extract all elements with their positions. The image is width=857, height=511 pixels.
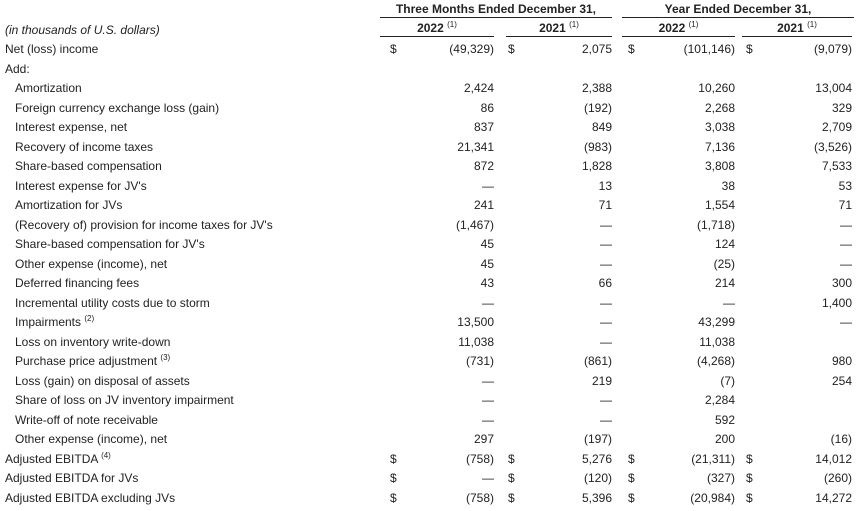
cell-value: 10,260 [698, 81, 735, 95]
column-header [742, 21, 852, 35]
cell-value: 66 [598, 276, 612, 290]
cell-value: 592 [714, 412, 735, 427]
column-footnote: (1) [569, 20, 579, 29]
row-label [15, 335, 170, 349]
cell-value: — [840, 315, 852, 329]
currency-symbol: $ [508, 471, 515, 485]
row-label-text: Add: [5, 61, 30, 76]
row-label-text: Purchase price adjustment [15, 354, 158, 368]
cell-value: — [482, 373, 494, 388]
currency-symbol: $ [628, 451, 635, 466]
row-label [15, 393, 234, 407]
row-label [15, 237, 205, 251]
cell-value: (21,311) [691, 451, 735, 466]
row-label [15, 81, 82, 95]
row-label [15, 198, 122, 212]
currency-symbol: $ [508, 451, 515, 466]
cell-value: — [482, 393, 494, 407]
cell-value: 38 [721, 178, 735, 193]
table-row [0, 59, 857, 78]
row-label-text: Amortization for JVs [15, 198, 123, 212]
row-label [15, 218, 273, 232]
cell-value: (197) [583, 432, 612, 446]
currency-symbol: $ [390, 42, 397, 56]
table-row [0, 468, 857, 487]
table-row [0, 332, 857, 351]
row-label-text: Loss (gain) on disposal of assets [15, 373, 190, 388]
cell-value: 1,828 [581, 159, 612, 173]
table-row [0, 273, 857, 292]
table-row [0, 449, 857, 468]
cell-value: 214 [714, 276, 735, 290]
column-header [380, 21, 494, 35]
row-label [5, 42, 98, 56]
column-footnote: (1) [688, 20, 699, 29]
currency-symbol: $ [746, 42, 753, 56]
period-header-year: Year Ended December 31, [664, 2, 812, 16]
cell-value: 872 [473, 159, 494, 173]
column-underline [506, 36, 612, 37]
cell-value: 2,075 [581, 42, 612, 56]
row-label [15, 413, 158, 427]
row-label-text: Amortization [15, 81, 82, 95]
cell-value: 86 [480, 100, 494, 115]
table-row [0, 293, 857, 312]
cell-value: — [600, 334, 612, 349]
cell-value: (192) [583, 100, 612, 115]
cell-value: 5,396 [581, 490, 612, 505]
cell-value: 849 [591, 120, 612, 134]
currency-symbol: $ [390, 490, 397, 505]
column-footnote: (1) [447, 20, 457, 29]
cell-value: 837 [473, 120, 494, 134]
cell-value: 43 [480, 276, 494, 290]
cell-value: 219 [591, 373, 612, 388]
column-underline [742, 36, 852, 37]
column-underline [622, 36, 735, 37]
table-row [0, 390, 857, 409]
column-header [622, 21, 735, 35]
cell-value: — [840, 217, 852, 232]
cell-value: — [600, 256, 612, 271]
row-label [15, 179, 147, 193]
cell-value: (861) [583, 354, 612, 368]
cell-value: (16) [830, 432, 852, 446]
cell-value: (101,146) [683, 42, 735, 56]
cell-value: 1,554 [704, 198, 735, 212]
cell-value: 14,272 [815, 490, 852, 505]
cell-value: (7) [720, 373, 735, 388]
table-row [0, 156, 857, 175]
currency-symbol: $ [746, 490, 753, 505]
period-underline-three-months [380, 17, 612, 18]
cell-value: 11,038 [699, 334, 735, 349]
row-label-text: Write-off of note receivable [15, 412, 158, 427]
cell-value: 329 [831, 100, 852, 115]
units-label: (in thousands of U.S. dollars) [5, 23, 160, 37]
table-row [0, 195, 857, 214]
cell-value: 980 [831, 354, 852, 368]
row-label-text: Interest expense for JV's [15, 178, 147, 193]
row-footnote: (3) [160, 353, 171, 362]
column-year: 2021 [777, 21, 804, 35]
cell-value: 2,709 [821, 120, 852, 134]
cell-value: — [600, 217, 612, 232]
row-label [15, 159, 162, 173]
currency-symbol: $ [746, 471, 753, 485]
cell-value: — [600, 412, 612, 427]
cell-value: 300 [831, 276, 852, 290]
row-label-text: Adjusted EBITDA [5, 451, 98, 466]
cell-value: 13 [598, 178, 612, 193]
row-label [15, 296, 210, 310]
cell-value: 297 [473, 432, 494, 446]
currency-symbol: $ [508, 490, 515, 505]
table-row [0, 254, 857, 273]
cell-value: (120) [583, 471, 612, 485]
cell-value: 254 [831, 373, 852, 388]
cell-value: 241 [473, 198, 494, 212]
column-underline [380, 36, 494, 37]
table-row [0, 78, 857, 97]
row-label-text: Share-based compensation for JV's [15, 237, 205, 251]
cell-value: — [482, 295, 494, 310]
cell-value: 11,038 [458, 334, 494, 349]
table-row [0, 429, 857, 448]
row-label-text: Other expense (income), net [15, 432, 168, 446]
row-label-text: Loss on inventory write-down [15, 334, 171, 349]
cell-value: 7,533 [821, 159, 852, 173]
row-label [5, 62, 30, 76]
table-row [0, 312, 857, 331]
table-row [0, 371, 857, 390]
cell-value: (758) [465, 490, 494, 505]
currency-symbol: $ [390, 451, 397, 466]
cell-value: 200 [714, 432, 735, 446]
cell-value: (20,984) [690, 490, 735, 505]
cell-value: 124 [714, 237, 735, 251]
cell-value: 3,808 [704, 159, 735, 173]
row-label [5, 452, 111, 466]
column-year: 2021 [539, 21, 566, 35]
cell-value: 45 [480, 256, 494, 271]
column-header [506, 21, 612, 35]
cell-value: 5,276 [581, 451, 612, 466]
row-label-text: Adjusted EBITDA excluding JVs [5, 490, 176, 505]
cell-value: 13,004 [815, 81, 852, 95]
cell-value: 7,136 [704, 139, 735, 154]
cell-value: (758) [465, 451, 494, 466]
cell-value: 2,424 [463, 81, 494, 95]
currency-symbol: $ [390, 471, 397, 485]
row-label-text: (Recovery of) provision for income taxes for JV's [15, 217, 273, 232]
row-label-text: Interest expense, net [15, 120, 128, 134]
table-row [0, 351, 857, 370]
cell-value: (9,079) [813, 42, 852, 56]
cell-value: — [600, 237, 612, 251]
cell-value: (260) [823, 471, 852, 485]
row-label [15, 257, 167, 271]
cell-value: — [600, 315, 612, 329]
row-label [5, 471, 138, 485]
cell-value: — [482, 178, 494, 193]
cell-value: (25) [713, 256, 735, 271]
column-year: 2022 [417, 21, 444, 35]
cell-value: 1,400 [821, 295, 852, 310]
cell-value: 71 [598, 198, 612, 212]
table-row [0, 176, 857, 195]
row-label [15, 354, 170, 368]
table-row [0, 488, 857, 507]
row-label [15, 101, 219, 115]
cell-value: — [482, 471, 494, 485]
row-label-text: Incremental utility costs due to storm [15, 295, 210, 310]
cell-value: (983) [583, 139, 612, 154]
cell-value: (327) [706, 471, 735, 485]
currency-symbol: $ [628, 490, 635, 505]
cell-value: (4,268) [696, 354, 735, 368]
row-label-text: Net (loss) income [5, 42, 99, 56]
table-row [0, 215, 857, 234]
cell-value: 14,012 [815, 451, 852, 466]
row-label-text: Foreign currency exchange loss (gain) [15, 100, 220, 115]
table-row [0, 39, 857, 58]
table-row [0, 410, 857, 429]
cell-value: 45 [480, 237, 494, 251]
row-label-text: Deferred financing fees [15, 276, 140, 290]
cell-value: 3,038 [704, 120, 735, 134]
cell-value: — [482, 412, 494, 427]
column-year: 2022 [658, 21, 686, 35]
cell-value: (1,718) [696, 217, 735, 232]
cell-value: 2,284 [704, 393, 735, 407]
currency-symbol: $ [628, 42, 635, 56]
row-label-text: Share-based compensation [15, 159, 162, 173]
cell-value: 21,341 [457, 139, 494, 154]
row-label [15, 315, 94, 329]
cell-value: 2,388 [581, 81, 612, 95]
cell-value: — [840, 256, 852, 271]
currency-symbol: $ [746, 451, 753, 466]
cell-value: 53 [838, 178, 852, 193]
column-footnote: (1) [807, 20, 817, 29]
row-label [15, 120, 127, 134]
cell-value: (731) [465, 354, 494, 368]
row-label-text: Adjusted EBITDA for JVs [5, 471, 139, 485]
currency-symbol: $ [628, 471, 635, 485]
cell-value: 2,268 [704, 100, 735, 115]
currency-symbol: $ [508, 42, 515, 56]
period-underline-year [622, 17, 854, 18]
table-row [0, 98, 857, 117]
row-label [5, 491, 175, 505]
cell-value: — [600, 295, 612, 310]
row-label-text: Other expense (income), net [15, 256, 168, 271]
table-row [0, 234, 857, 253]
row-footnote: (2) [84, 314, 95, 323]
cell-value: (1,467) [455, 217, 494, 232]
row-label-text: Impairments [15, 315, 82, 329]
cell-value: 43,299 [698, 315, 735, 329]
cell-value: (3,526) [813, 139, 852, 154]
row-label [15, 374, 190, 388]
row-label-text: Recovery of income taxes [15, 139, 154, 154]
cell-value: 71 [838, 198, 852, 212]
cell-value: — [840, 237, 852, 251]
table-row [0, 117, 857, 136]
row-label [15, 432, 167, 446]
cell-value: (49,329) [449, 42, 494, 56]
row-footnote: (4) [101, 450, 111, 460]
row-label [15, 276, 139, 290]
table-row [0, 137, 857, 156]
row-label [15, 140, 153, 154]
cell-value: 13,500 [457, 315, 494, 329]
cell-value: — [600, 393, 612, 407]
row-label-text: Share of loss on JV inventory impairment [15, 393, 234, 407]
period-header-three-months: Three Months Ended December 31, [395, 2, 597, 16]
cell-value: — [723, 295, 735, 310]
